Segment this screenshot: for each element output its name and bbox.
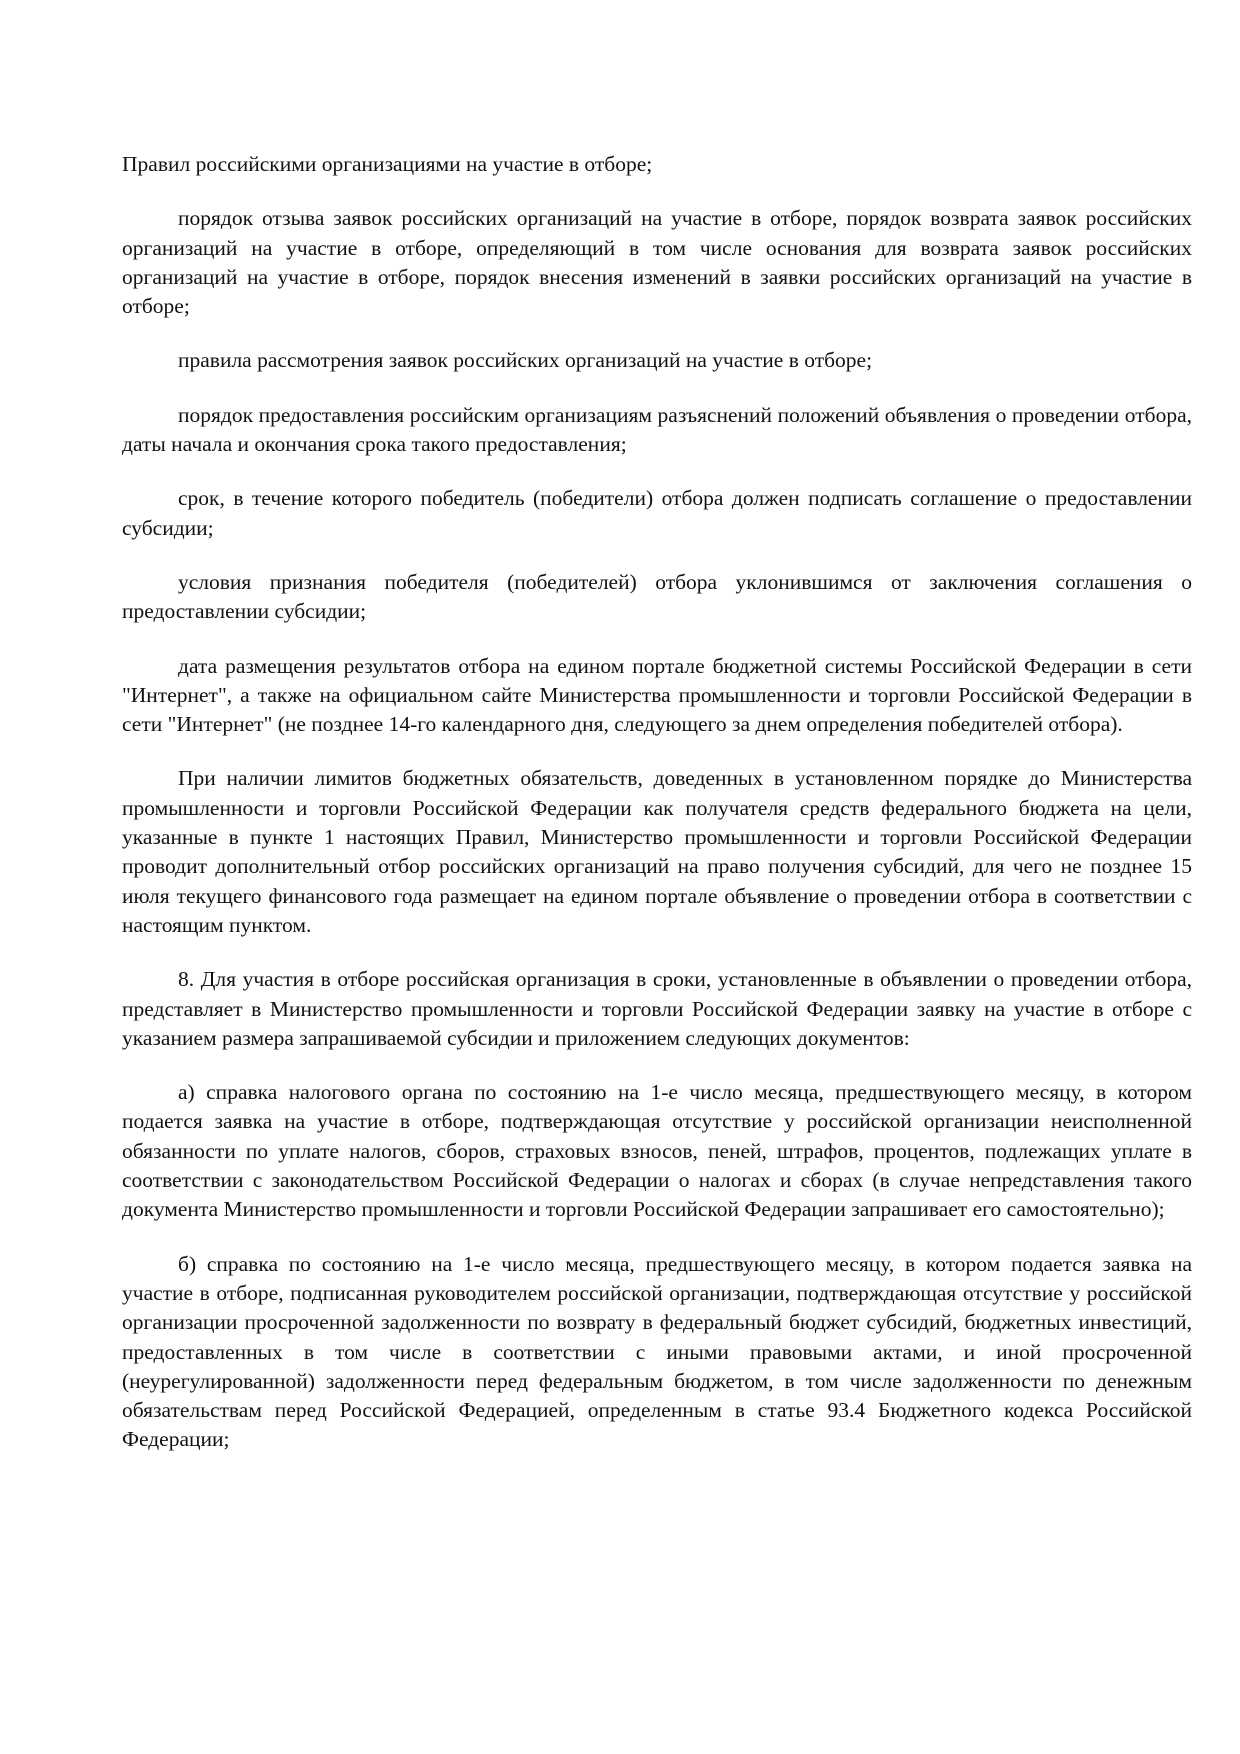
document-page xyxy=(122,150,1192,1480)
paragraph: порядок предоставления российским организациям разъяснений положений объявления о проведении отбора, даты начала и окончания срока такого предоставления; xyxy=(122,402,1192,457)
paragraph: условия признания победителя (победителей) отбора уклонившимся от заключения соглашения о предоставлении субсидии; xyxy=(122,569,1192,624)
paragraph: порядок отзыва заявок российских организаций на участие в отборе, порядок возврата заявок российских организаций на участие в отборе, определяющий в том числе основания для возврата заявок российских организаций на участие в отборе, порядок внесения изменений в заявки российских организаций на участие в отборе; xyxy=(122,206,1192,319)
paragraph-subclause-a: а) справка налогового органа по состоянию на 1-е число месяца, предшествующего месяцу, в котором подается заявка на участие в отборе, подтверждающая отсутствие у российской организации неисполненной обязанности по уплате налогов, сборов, страховых взносов, пеней, штрафов, процентов, подлежащих уплате в соответствии с законодательством Российской Федерации о налогах и сборах (в случае непредставления такого документа Министерство промышленности и торговли Российской Федерации запрашивает его самостоятельно); xyxy=(122,1080,1192,1222)
paragraph: При наличии лимитов бюджетных обязательств, доведенных в установленном порядке до Министерства промышленности и торговли Российской Федерации как получателя средств федерального бюджета на цели, указанные в пункте 1 настоящих Правил, Министерство промышленности и торговли Российской Федерации проводит дополнительный отбор российских организаций на право получения субсидий, для чего не позднее 15 июля текущего финансового года размещает на едином портале объявление о проведении отбора в соответствии с настоящим пунктом. xyxy=(122,766,1192,937)
paragraph-subclause-b: б) справка по состоянию на 1-е число месяца, предшествующего месяцу, в котором подается заявка на участие в отборе, подписанная руководителем российской организации, подтверждающая отсутствие у российской организации просроченной задолженности по возврату в федеральный бюджет субсидий, бюджетных инвестиций, предоставленных в том числе в соответствии с иными правовыми актами, и иной просроченной (неурегулированной) задолженности перед федеральным бюджетом, в том числе задолженности по денежным обязательствам перед Российской Федерацией, определенным в статье 93.4 Бюджетного кодекса Российской Федерации; xyxy=(122,1251,1192,1452)
paragraph: срок, в течение которого победитель (победители) отбора должен подписать соглашение о предоставлении субсидии; xyxy=(122,486,1192,540)
paragraph-continuation: Правил российскими организациями на участие в отборе; xyxy=(122,152,653,176)
paragraph: правила рассмотрения заявок российских организаций на участие в отборе; xyxy=(178,348,873,373)
paragraph: дата размещения результатов отбора на едином портале бюджетной системы Российской Федерации в сети "Интернет", а также на официальном сайте Министерства промышленности и торговли Российской Федерации в сети "Интернет" (не позднее 14-го календарного дня, следующего за днем определения победителей отбора). xyxy=(122,653,1192,737)
paragraph-clause-8: 8. Для участия в отборе российская организация в сроки, установленные в объявлении о проведении отбора, представляет в Министерство промышленности и торговли Российской Федерации заявку на участие в отборе с указанием размера запрашиваемой субсидии и приложением следующих документов: xyxy=(122,967,1192,1050)
